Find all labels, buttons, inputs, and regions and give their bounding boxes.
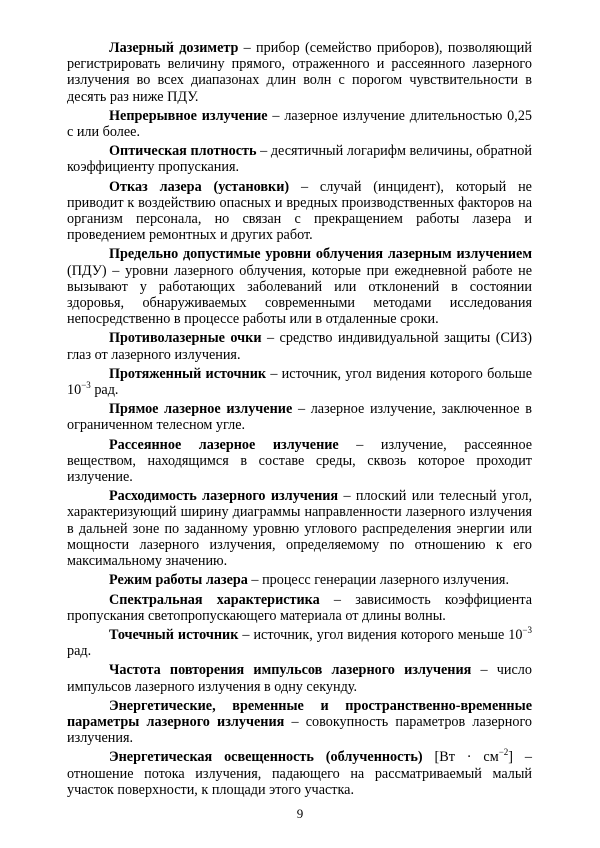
term: Энергетическая освещенность (облученность)	[109, 749, 423, 766]
definition: – прибор (семейство приборов), позволяющий регистрировать величину прямого, отраженного и рассеянного лазерного излучения во всех диапазонах длин волн с порогом чувствительности в десять раз ниже ПДУ.	[67, 40, 532, 105]
definition: – источник, угол видения которого больше 10	[67, 365, 533, 399]
glossary-entry	[67, 143, 532, 175]
document-body	[67, 40, 532, 801]
glossary-entry	[67, 108, 532, 140]
glossary-entry	[67, 366, 532, 398]
glossary-entry	[67, 437, 532, 486]
glossary-entry	[67, 592, 532, 624]
definition: – излучение, рассеянное веществом, находящимся в составе среды, сквозь которое проходит излучение.	[67, 436, 533, 486]
definition: [Вт · см	[422, 749, 499, 766]
definition: – случай (инцидент), который не приводит к воздействию опасных и вредных производственных факторов на организм персонала, но связан с прекращением работы лазера и проведением ремонтных и других работ.	[67, 178, 532, 244]
definition: – средство индивидуальной защиты (СИЗ) глаз от лазерного излучения.	[67, 330, 532, 363]
term: Частота повторения импульсов лазерного излучения	[109, 662, 472, 679]
term: Точечный источник	[109, 626, 239, 643]
definition: – число импульсов лазерного излучения в одну секунду.	[67, 662, 532, 695]
definition: – плоский или телесный угол, характеризующий ширину диаграммы направленности лазерного излучения в дальней зоне по заданному уровню углового распределения энергии или мощности лазерного излучения, определяемому по отношению к его максимальному значению.	[67, 488, 532, 570]
definition-tail: рад.	[67, 643, 92, 660]
term: Рассеянное лазерное излучение	[109, 436, 339, 453]
definition: – десятичный логарифм величины, обратной коэффициенту пропускания.	[67, 143, 532, 176]
definition: – зависимость коэффициента пропускания светопропускающего материала от длины волны.	[67, 591, 532, 624]
definition: – процесс генерации лазерного излучения.	[247, 572, 509, 589]
term: Отказ лазера (установки)	[109, 178, 290, 195]
glossary-entry	[67, 662, 532, 694]
definition-tail: ] – отношение потока излучения, падающего на рассматриваемый малый участок поверхности, к площади этого участка.	[67, 749, 532, 798]
definition: (ПДУ) – уровни лазерного облучения, которые при ежедневной работе не вызывают у работающих заболеваний или отклонений в состоянии здоровья, обнаруживаемых современными методами исследования непосредственно в процессе работы или в отдаленные сроки.	[67, 262, 532, 328]
term: Протяженный источник	[109, 365, 267, 382]
term: Предельно допустимые уровни облучения лазерным излучением	[109, 246, 532, 263]
glossary-entry	[67, 246, 532, 327]
glossary-entry	[67, 401, 532, 433]
definition: – лазерное излучение, заключенное в ограниченном телесном угле.	[67, 401, 532, 434]
glossary-entry	[67, 330, 532, 362]
definition: – совокупность параметров лазерного излучения.	[67, 713, 532, 747]
term: Противолазерные очки	[109, 330, 262, 347]
term: Расходимость лазерного излучения	[109, 488, 339, 505]
term: Лазерный дозиметр	[109, 40, 239, 56]
term: Оптическая плотность	[109, 143, 257, 160]
exponent: −3	[522, 624, 532, 635]
glossary-entry	[67, 40, 532, 105]
term: Энергетические, временные и пространственно-временные параметры лазерного излучения	[67, 697, 532, 730]
definition: – лазерное излучение длительностью 0,25 с или более.	[67, 107, 533, 141]
exponent: −3	[81, 380, 91, 391]
term: Режим работы лазера	[109, 572, 248, 589]
term: Прямое лазерное излучение	[109, 401, 293, 418]
glossary-entry	[67, 572, 532, 588]
glossary-entry	[67, 698, 532, 747]
glossary-entry	[67, 624, 532, 660]
definition-tail: рад.	[90, 382, 119, 399]
glossary-entry	[67, 749, 532, 798]
glossary-entry	[67, 488, 532, 569]
definition: – источник, угол видения которого меньше 10	[238, 626, 523, 643]
term: Непрерывное излучение	[109, 107, 268, 124]
glossary-entry	[67, 179, 532, 244]
page-number: 9	[296, 806, 304, 821]
term: Спектральная характеристика	[109, 591, 320, 608]
exponent: −2	[498, 747, 509, 758]
